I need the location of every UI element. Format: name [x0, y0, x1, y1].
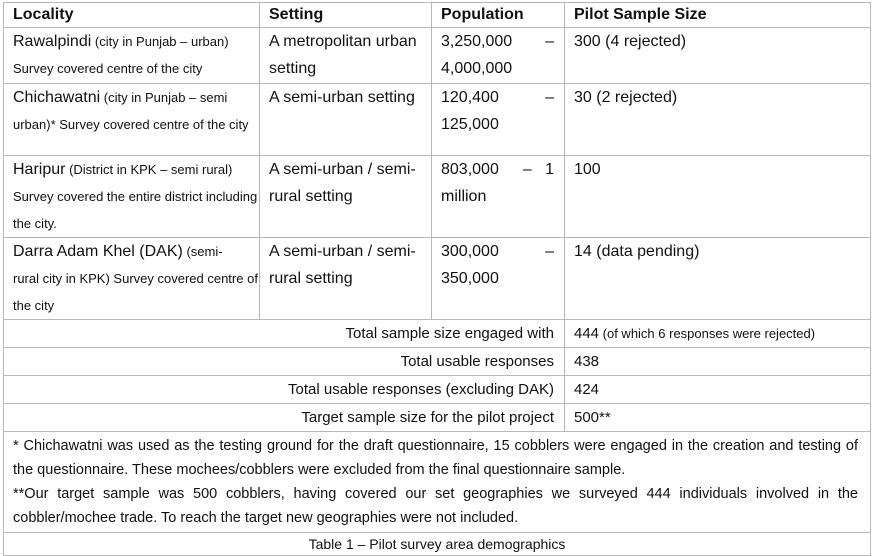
footnote-chichawatni: * Chichawatni was used as the testing ground for the draft questionnaire, 15 cobblers were engaged in the creation and testing of the questionnaire. These mochees/cobblers were excluded from the final questionnaire sample.: [13, 438, 858, 478]
table-row: [4, 84, 871, 156]
header-locality: Locality: [4, 3, 260, 28]
sample-size-cell: 30 (2 rejected): [565, 84, 871, 156]
locality-name: Rawalpindi: [13, 33, 92, 50]
setting-cell: A semi-urban / semi-rural setting: [260, 156, 432, 238]
table-caption: Table 1 – Pilot survey area demographics: [4, 533, 871, 556]
sample-size-cell: 14 (data pending): [565, 238, 871, 320]
totals-row: [4, 404, 871, 432]
totals-label: Total usable responses: [4, 348, 565, 376]
sample-size-cell: 100: [565, 156, 871, 238]
header-population: Population: [432, 3, 565, 28]
setting-cell: A semi-urban / semi-rural setting: [260, 238, 432, 320]
population-cell: [432, 156, 565, 238]
locality-note: (city in Punjab – urban): [91, 34, 229, 49]
pilot-survey-table: [3, 2, 871, 556]
caption-row: [4, 533, 871, 556]
header-sample-size: Pilot Sample Size: [565, 3, 871, 28]
population-from: 300,000: [441, 243, 499, 260]
totals-value-note: (of which 6 responses were rejected): [599, 326, 816, 341]
totals-row: [4, 320, 871, 348]
population-from: 803,000: [441, 161, 499, 178]
population-dash: –: [545, 89, 554, 106]
locality-detail: urban)* Survey covered centre of the city: [13, 117, 249, 132]
totals-label: Target sample size for the pilot project: [4, 404, 565, 432]
totals-value: 424: [565, 376, 871, 404]
notes-row: [4, 432, 871, 533]
header-row: [4, 3, 871, 28]
setting-cell: A metropolitan urban setting: [260, 28, 432, 84]
population-to: million: [441, 188, 487, 205]
population-dash: –: [545, 243, 554, 260]
footnote-target-sample: **Our target sample was 500 cobblers, having covered our set geographies we surveyed 444 individuals involved in the cobbler/mochee trade. To reach the target new geographies were not included.: [13, 486, 858, 526]
population-cell: [432, 84, 565, 156]
locality-detail: Survey covered the entire district including the city.: [13, 189, 258, 231]
population-from: 3,250,000: [441, 33, 513, 50]
totals-row: [4, 348, 871, 376]
locality-detail: Survey covered centre of the city: [13, 61, 203, 76]
locality-name: Haripur: [13, 161, 66, 178]
locality-cell: [4, 84, 260, 156]
population-dash: –: [545, 33, 554, 50]
locality-cell: [4, 156, 260, 238]
locality-name: Darra Adam Khel (DAK): [13, 243, 183, 260]
population-to: 350,000: [441, 270, 499, 287]
setting-cell: A semi-urban setting: [260, 84, 432, 156]
locality-name: Chichawatni: [13, 89, 101, 106]
table-row: [4, 28, 871, 84]
population-to: 4,000,000: [441, 60, 513, 77]
totals-value: 500**: [565, 404, 871, 432]
population-to: 125,000: [441, 116, 499, 133]
locality-note: (District in KPK – semi rural): [65, 162, 233, 177]
sample-size-cell: 300 (4 rejected): [565, 28, 871, 84]
locality-detail: rural city in KPK) Survey covered centre of the city: [13, 271, 258, 313]
demographics-table-wrapper: [3, 2, 870, 552]
totals-value: 438: [565, 348, 871, 376]
totals-value: 444: [574, 325, 600, 342]
header-setting: Setting: [260, 3, 432, 28]
population-cell: [432, 28, 565, 84]
locality-cell: [4, 238, 260, 320]
population-cell: [432, 238, 565, 320]
table-row: [4, 238, 871, 320]
population-from: 120,400: [441, 89, 499, 106]
locality-note: (city in Punjab – semi: [100, 90, 228, 105]
footnotes-cell: [4, 432, 871, 533]
totals-label: Total usable responses (excluding DAK): [4, 376, 565, 404]
locality-note: (semi-: [182, 244, 223, 259]
totals-label: Total sample size engaged with: [4, 320, 565, 348]
table-row: [4, 156, 871, 238]
totals-value-cell: [565, 320, 871, 348]
totals-row: [4, 376, 871, 404]
locality-cell: [4, 28, 260, 84]
population-dash: – 1: [522, 161, 554, 178]
